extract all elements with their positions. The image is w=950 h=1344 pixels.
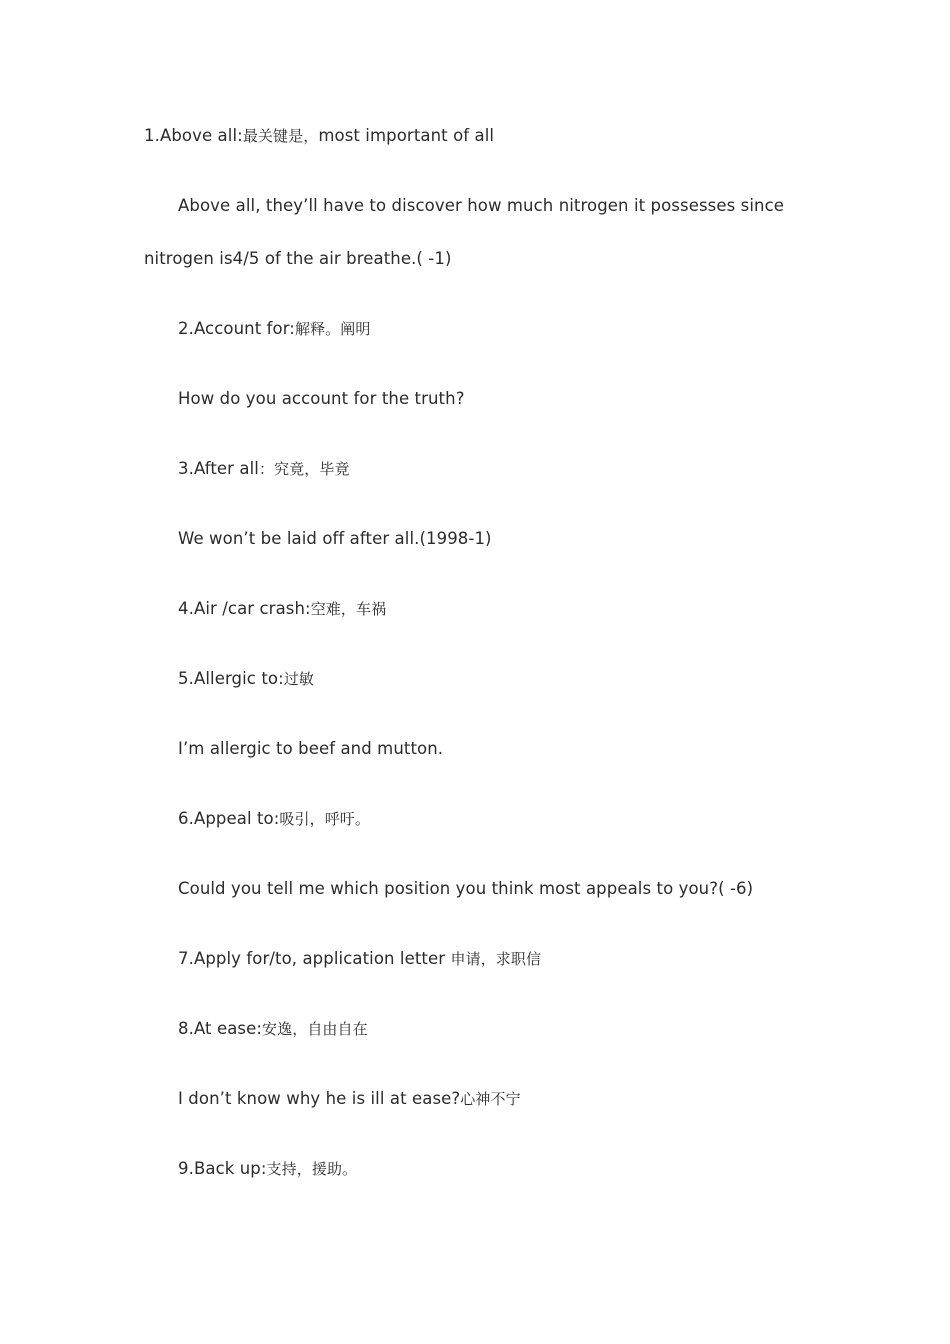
entry-8-example-chinese: 心神不宁 — [460, 1090, 521, 1108]
entry-9-heading — [178, 1158, 357, 1180]
entry-4-chinese: 空难，车祸 — [310, 600, 387, 618]
entry-3-example: We won’t be laid off after all.(1998-1) — [178, 529, 492, 548]
entry-7-heading — [178, 948, 541, 970]
entry-8-term: 8.At ease: — [178, 1019, 263, 1038]
entry-2-example: How do you account for the truth? — [178, 389, 465, 408]
entry-8-example-text: I don’t know why he is ill at ease? — [178, 1089, 461, 1108]
entry-5-chinese: 过敏 — [283, 670, 314, 688]
entry-5-heading — [178, 668, 314, 690]
entry-1-example-line-2: nitrogen is4/5 of the air breathe.( -1) — [144, 249, 452, 268]
entry-6-chinese: 吸引，呼吁。 — [279, 810, 371, 828]
entry-7-chinese: 申请，求职信 — [450, 950, 542, 968]
entry-8-heading — [178, 1018, 368, 1040]
entry-9-chinese: 支持，援助。 — [266, 1160, 358, 1178]
entry-7-term: 7.Apply for/to, application letter — [178, 949, 451, 968]
entry-3-heading — [178, 458, 350, 480]
entry-6-term: 6.Appeal to: — [178, 809, 280, 828]
entry-3-chinese: ：究竟，毕竟 — [259, 460, 350, 478]
entry-9-term: 9.Back up: — [178, 1159, 267, 1178]
entry-1-example-line-1: Above all, they’ll have to discover how much nitrogen it possesses since — [178, 196, 785, 215]
entry-2-chinese: 解释。阐明 — [294, 320, 371, 338]
entry-2-heading — [178, 318, 370, 340]
entry-4-term: 4.Air /car crash: — [178, 599, 311, 618]
entry-1-term: 1.Above all: — [144, 126, 243, 145]
entry-2-term: 2.Account for: — [178, 319, 295, 338]
entry-3-term: 3.After all — [178, 459, 259, 478]
entry-5-example: I’m allergic to beef and mutton. — [178, 739, 444, 758]
entry-6-heading — [178, 808, 370, 830]
entry-8-chinese: 安逸，自由自在 — [262, 1020, 368, 1038]
entry-6-example: Could you tell me which position you think most appeals to you?( -6) — [178, 879, 754, 898]
entry-1-heading — [144, 125, 494, 147]
entry-1-chinese: 最关键是， — [242, 127, 319, 145]
entry-1-definition: most important of all — [318, 126, 495, 145]
entry-5-term: 5.Allergic to: — [178, 669, 284, 688]
entry-4-heading — [178, 598, 386, 620]
entry-8-example — [178, 1088, 521, 1110]
